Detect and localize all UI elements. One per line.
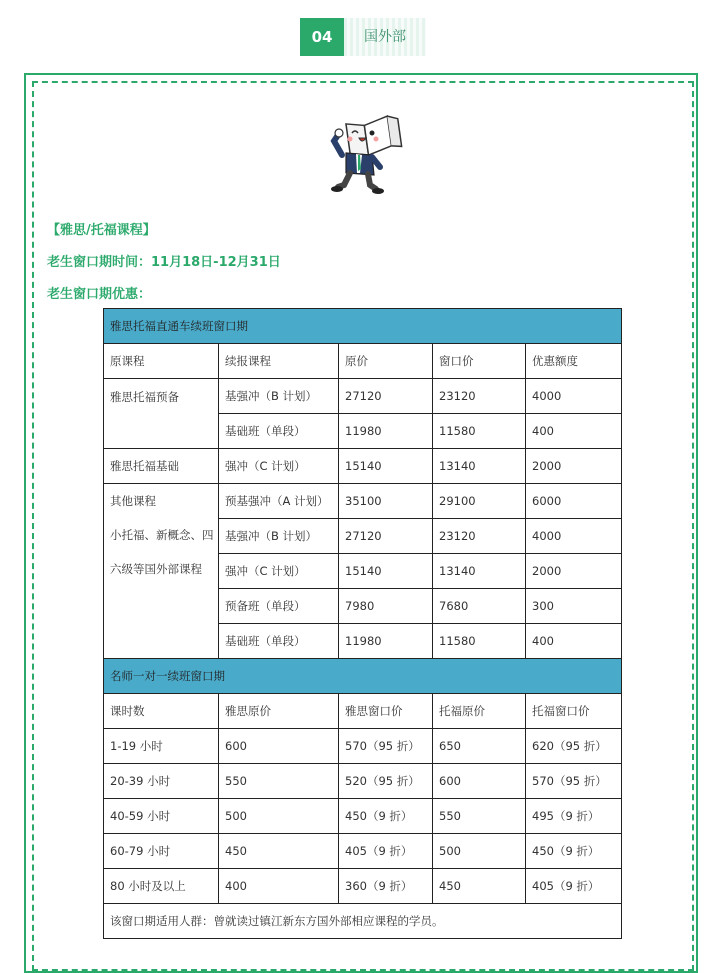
column-header: 原价 — [339, 344, 433, 379]
table-cell: 11980 — [339, 414, 433, 449]
table-cell: 基强冲（B 计划） — [219, 379, 339, 414]
section-title: 国外部 — [344, 18, 426, 56]
table-cell: 基强冲（B 计划） — [219, 519, 339, 554]
table-cell: 7680 — [433, 589, 526, 624]
table-cell: 450 — [433, 869, 526, 904]
table-row — [104, 764, 622, 799]
table-cell: 405（9 折） — [526, 869, 622, 904]
table-cell: 23120 — [433, 379, 526, 414]
table-cell: 450 — [219, 834, 339, 869]
original-course-cell — [104, 484, 219, 659]
table-cell: 450（9 折） — [339, 799, 433, 834]
table-cell: 4000 — [526, 519, 622, 554]
price-table — [103, 308, 622, 939]
table-cell: 23120 — [433, 519, 526, 554]
table-cell: 60-79 小时 — [104, 834, 219, 869]
column-header: 续报课程 — [219, 344, 339, 379]
table-cell: 300 — [526, 589, 622, 624]
section2-header-row — [104, 694, 622, 729]
table-cell: 1-19 小时 — [104, 729, 219, 764]
table-cell: 405（9 折） — [339, 834, 433, 869]
table-cell: 15140 — [339, 554, 433, 589]
table-row — [104, 869, 622, 904]
table-cell: 600 — [433, 764, 526, 799]
original-course: 雅思托福预备 — [110, 390, 179, 404]
table-cell: 40-59 小时 — [104, 799, 219, 834]
table-row — [104, 449, 622, 484]
section2-title-row — [104, 659, 622, 694]
original-course-note: 六级等国外部课程 — [110, 562, 202, 576]
section1-title: 雅思托福直通车续班窗口期 — [104, 309, 622, 344]
table-cell: 强冲（C 计划） — [219, 449, 339, 484]
table-cell: 520（95 折） — [339, 764, 433, 799]
table-cell: 360（9 折） — [339, 869, 433, 904]
table-cell: 450（9 折） — [526, 834, 622, 869]
section1-title-row — [104, 309, 622, 344]
column-header: 雅思窗口价 — [339, 694, 433, 729]
original-course: 雅思托福基础 — [104, 449, 219, 484]
table-cell: 495（9 折） — [526, 799, 622, 834]
table-cell: 11980 — [339, 624, 433, 659]
column-header: 托福原价 — [433, 694, 526, 729]
original-course: 其他课程 — [110, 494, 156, 508]
table-cell: 6000 — [526, 484, 622, 519]
table-cell: 550 — [219, 764, 339, 799]
table-cell: 基础班（单段） — [219, 414, 339, 449]
table-row — [104, 484, 622, 519]
table-cell: 80 小时及以上 — [104, 869, 219, 904]
table-cell: 29100 — [433, 484, 526, 519]
table-cell: 570（95 折） — [526, 764, 622, 799]
table-cell: 20-39 小时 — [104, 764, 219, 799]
column-header: 课时数 — [104, 694, 219, 729]
column-header: 窗口价 — [433, 344, 526, 379]
column-header: 雅思原价 — [219, 694, 339, 729]
table-cell: 500 — [433, 834, 526, 869]
window-period-discount-label: 老生窗口期优惠： — [47, 287, 152, 302]
table-cell: 预备班（单段） — [219, 589, 339, 624]
section1-header-row — [104, 344, 622, 379]
column-header: 优惠额度 — [526, 344, 622, 379]
table-cell: 650 — [433, 729, 526, 764]
table-cell: 35100 — [339, 484, 433, 519]
table-row — [104, 834, 622, 869]
table-cell: 13140 — [433, 554, 526, 589]
table-cell: 2000 — [526, 449, 622, 484]
table-row — [104, 799, 622, 834]
table-cell: 400 — [219, 869, 339, 904]
column-header: 托福窗口价 — [526, 694, 622, 729]
table-row — [104, 379, 622, 414]
table-cell: 13140 — [433, 449, 526, 484]
footnote-row — [104, 904, 622, 939]
table-cell: 500 — [219, 799, 339, 834]
table-cell: 27120 — [339, 379, 433, 414]
table-cell: 4000 — [526, 379, 622, 414]
table-cell: 27120 — [339, 519, 433, 554]
table-cell: 预基强冲（A 计划） — [219, 484, 339, 519]
window-period-time: 老生窗口期时间：11月18日-12月31日 — [47, 255, 281, 270]
table-cell: 600 — [219, 729, 339, 764]
section2-title: 名师一对一续班窗口期 — [104, 659, 622, 694]
table-cell: 11580 — [433, 414, 526, 449]
table-cell: 550 — [433, 799, 526, 834]
section-number: 04 — [300, 18, 344, 56]
table-cell: 11580 — [433, 624, 526, 659]
book-mascot-illustration — [328, 111, 404, 195]
original-course-note: 小托福、新概念、四 — [110, 528, 214, 542]
footnote: 该窗口期适用人群：曾就读过镇江新东方国外部相应课程的学员。 — [104, 904, 622, 939]
original-course-cell — [104, 379, 219, 449]
table-cell: 570（95 折） — [339, 729, 433, 764]
table-cell: 2000 — [526, 554, 622, 589]
table-cell: 620（95 折） — [526, 729, 622, 764]
course-heading: 【雅思/托福课程】 — [47, 223, 156, 238]
table-cell: 15140 — [339, 449, 433, 484]
table-cell: 强冲（C 计划） — [219, 554, 339, 589]
table-row — [104, 729, 622, 764]
section-header — [300, 18, 426, 56]
table-cell: 400 — [526, 414, 622, 449]
table-cell: 7980 — [339, 589, 433, 624]
column-header: 原课程 — [104, 344, 219, 379]
table-cell: 400 — [526, 624, 622, 659]
table-cell: 基础班（单段） — [219, 624, 339, 659]
